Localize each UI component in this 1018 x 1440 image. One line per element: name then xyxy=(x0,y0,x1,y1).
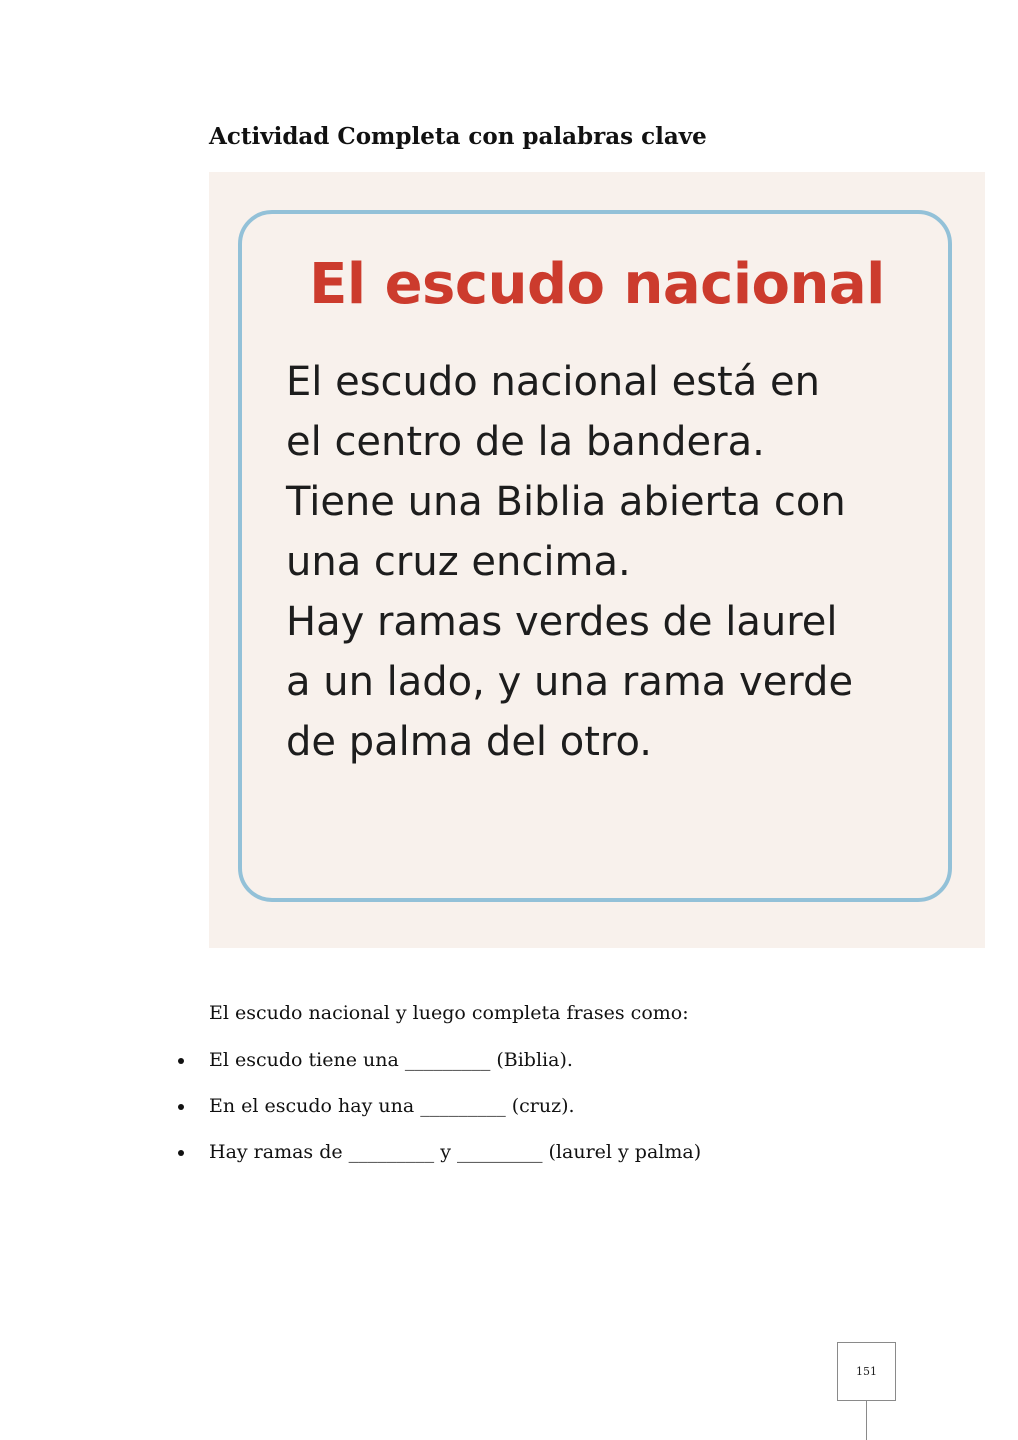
bullet-icon xyxy=(178,1058,184,1064)
card-text xyxy=(286,352,926,772)
list-item xyxy=(0,1092,1018,1138)
bullet-icon xyxy=(178,1104,184,1110)
page-number-box xyxy=(837,1342,896,1401)
exercise-sentence: En el escudo hay una _________ (cruz). xyxy=(209,1095,575,1117)
list-item xyxy=(0,1138,1018,1184)
exercise-sentence: Hay ramas de _________ y _________ (laurel y palma) xyxy=(209,1141,702,1163)
card-line: El escudo nacional está en xyxy=(286,359,820,405)
card-line: a un lado, y una rama verde xyxy=(286,659,854,705)
exercise-list xyxy=(0,1046,1018,1184)
page-number: 151 xyxy=(856,1365,877,1378)
page-number-line xyxy=(866,1401,867,1440)
activity-heading: Actividad Completa con palabras clave xyxy=(209,123,707,150)
exercise-sentence: El escudo tiene una _________ (Biblia). xyxy=(209,1049,573,1071)
card-line: de palma del otro. xyxy=(286,719,652,765)
card-line: Tiene una Biblia abierta con xyxy=(286,479,846,525)
reading-card-image xyxy=(209,172,985,948)
card-line: Hay ramas verdes de laurel xyxy=(286,599,838,645)
list-item xyxy=(0,1046,1018,1092)
card-line: el centro de la bandera. xyxy=(286,419,765,465)
instructions-text: El escudo nacional y luego completa frases como: xyxy=(209,1002,689,1024)
bullet-icon xyxy=(178,1150,184,1156)
card-title: El escudo nacional xyxy=(309,252,885,317)
card-line: una cruz encima. xyxy=(286,539,631,585)
